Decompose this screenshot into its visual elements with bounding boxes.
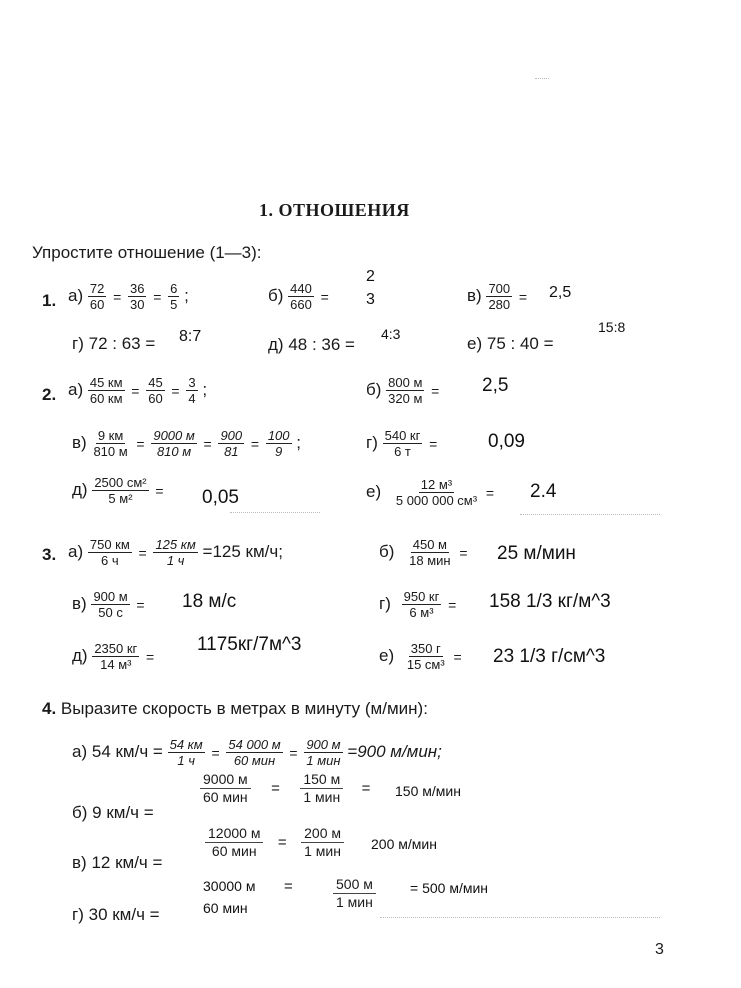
answer-1b-denominator: 3 xyxy=(366,291,375,308)
answer-3b: 25 м/мин xyxy=(497,543,576,564)
problem-2e: е) $\frac{\text{12 м³}}{\text{5 000 000 см³}}$ = xyxy=(366,477,494,508)
problem-2-number: 2. xyxy=(42,385,57,404)
problem-3-number: 3. xyxy=(42,545,57,564)
fraction: $\frac{\text{12 м³}}{\text{5 000 000 см³}}$ xyxy=(395,477,478,508)
fraction: 500 м 1 мин xyxy=(333,876,376,911)
problem-4g-label: г) 30 км/ч = xyxy=(72,905,160,924)
problem-1d: д) 48 : 36 = xyxy=(268,335,355,354)
work-4b: 9000 м 60 мин = 150 м 1 мин = xyxy=(200,771,370,806)
fraction: $\frac{125 км}{1 ч}$ xyxy=(155,537,196,568)
fraction: $\frac{54 000 м}{\text{60 мин}}$ xyxy=(228,737,281,768)
fraction: 9000 м 60 мин xyxy=(200,771,251,806)
problem-4: 4. Выразите скорость в метрах в минуту (м/мин): xyxy=(42,699,428,718)
answer-4v: 200 м/мин xyxy=(371,836,437,852)
problem-3d: д) $\frac{2350 кг}{\text{14 м³}}$ = xyxy=(72,641,155,672)
problem-1-number: 1. xyxy=(42,291,57,310)
answer-3g: 158 1/3 кг/м^3 xyxy=(489,591,611,612)
answer-1v: 2,5 xyxy=(549,284,572,301)
work-4v: 12000 м 60 мин = 200 м 1 мин xyxy=(205,825,344,860)
answer-4g: = 500 м/мин xyxy=(410,880,489,896)
page-number: 3 xyxy=(655,941,664,958)
fraction: $\frac{700}{280}$ xyxy=(488,281,511,312)
answer-1e: 15:8 xyxy=(598,319,626,335)
fraction: $\frac{\text{2500 см²}}{\text{5 м²}}$ xyxy=(94,475,147,506)
fraction: 150 м 1 мин xyxy=(300,771,343,806)
answer-4b: 150 м/мин xyxy=(395,783,461,799)
problem-2a: а) $\frac{45 км}{60 км}$ = $\frac{45}{60}$ = $\frac{3}{4}$ ; xyxy=(68,375,208,406)
problem-4-number: 4. xyxy=(42,699,57,718)
answer-2e: 2.4 xyxy=(530,481,557,502)
problem-3b: б) $\frac{450 м}{\text{18 мин}}$ = xyxy=(379,537,468,568)
fraction: $\frac{45 км}{60 км}$ xyxy=(89,375,123,406)
fraction: $\frac{54 км}{1 ч}$ xyxy=(169,737,203,768)
problem-2d: д) $\frac{\text{2500 см²}}{\text{5 м²}}$ = xyxy=(72,475,164,506)
page-title: 1. ОТНОШЕНИЯ xyxy=(259,200,410,220)
problem-4b-label: б) 9 км/ч = xyxy=(72,803,154,822)
fraction: $\frac{100}{9}$ xyxy=(267,428,290,459)
work-4g-top: 30000 м xyxy=(203,878,256,894)
fraction: $\frac{540 кг}{6 т}$ xyxy=(384,428,421,459)
fraction: $\frac{36}{30}$ xyxy=(129,281,145,312)
fraction: $\frac{800 м}{320 м}$ xyxy=(388,375,423,406)
problem-3v: в) $\frac{900 м}{50 с}$ = xyxy=(72,589,145,620)
fraction: $\frac{72}{60}$ xyxy=(89,281,105,312)
fraction: $\frac{350 г}{\text{15 см³}}$ xyxy=(406,641,445,672)
problem-4v-label: в) 12 км/ч = xyxy=(72,853,163,872)
problem-2v: в) $\frac{9 км}{810 м}$ = $\frac{9000 м}{810 м}$ = $\frac{900}{81}$ = $\frac{100}{9}$ ; xyxy=(72,428,301,459)
problem-3e: е) $\frac{350 г}{\text{15 см³}}$ = xyxy=(379,641,462,672)
fraction: $\frac{440}{660}$ xyxy=(290,281,312,312)
problem-3g: г) $\frac{950 кг}{\text{6 м³}}$ = xyxy=(379,589,457,620)
equals-sign: = xyxy=(284,878,293,895)
problem-1v: в) $\frac{700}{280}$ = xyxy=(467,281,528,312)
problem-3a: а) $\frac{750 км}{6 ч}$ = $\frac{125 км}{1 ч}$ =125 км/ч; xyxy=(68,537,283,568)
problem-1b: б) $\frac{440}{660}$ = xyxy=(268,281,329,312)
fraction: $\frac{45}{60}$ xyxy=(148,375,163,406)
answer-1g: 8:7 xyxy=(179,328,202,345)
fraction: $\frac{900}{81}$ xyxy=(220,428,243,459)
answer-1d: 4:3 xyxy=(381,326,401,342)
answer-1b-numerator: 2 xyxy=(366,268,375,285)
problem-1e: е) 75 : 40 = xyxy=(467,334,554,353)
answer-3e: 23 1/3 г/см^3 xyxy=(493,646,606,667)
instruction: Упростите отношение (1—3): xyxy=(32,243,262,262)
problem-1g: г) 72 : 63 = xyxy=(72,334,156,353)
fraction: $\frac{9000 м}{810 м}$ xyxy=(153,428,195,459)
work-4g xyxy=(333,876,376,911)
problem-1a: а) $\frac{72}{60}$ = $\frac{36}{30}$ = $\frac{6}{5}$ ; xyxy=(68,281,189,312)
problem-2b: б) $\frac{800 м}{320 м}$ = xyxy=(366,375,440,406)
fraction: 200 м 1 мин xyxy=(301,825,344,860)
answer-2d: 0,05 xyxy=(202,487,239,508)
fraction: $\frac{6}{5}$ xyxy=(170,281,178,312)
fraction: $\frac{750 км}{6 ч}$ xyxy=(89,537,130,568)
work-4g-bottom: 60 мин xyxy=(203,900,248,916)
answer-2b: 2,5 xyxy=(482,375,509,396)
fraction: $\frac{900 м}{\text{1 мин}}$ xyxy=(306,737,341,768)
fraction: $\frac{450 м}{\text{18 мин}}$ xyxy=(409,537,451,568)
fraction: $\frac{900 м}{50 с}$ xyxy=(93,589,128,620)
fraction: $\frac{950 кг}{\text{6 м³}}$ xyxy=(403,589,440,620)
fraction: 12000 м 60 мин xyxy=(205,825,263,860)
fraction: $\frac{9 км}{810 м}$ xyxy=(93,428,128,459)
problem-4a: а) 54 км/ч = $\frac{54 км}{1 ч}$ = $\frac{54 000 м}{\text{60 мин}}$ = $\frac{900 м}{\text{1 мин}}$ =900 м/мин; xyxy=(72,737,442,768)
answer-2g: 0,09 xyxy=(488,431,525,452)
fraction: $\frac{2350 кг}{\text{14 м³}}$ xyxy=(94,641,138,672)
fraction: $\frac{3}{4}$ xyxy=(188,375,196,406)
answer-3d: 1175кг/7м^3 xyxy=(197,634,302,655)
problem-2g: г) $\frac{540 кг}{6 т}$ = xyxy=(366,428,438,459)
answer-3v: 18 м/с xyxy=(182,591,237,612)
